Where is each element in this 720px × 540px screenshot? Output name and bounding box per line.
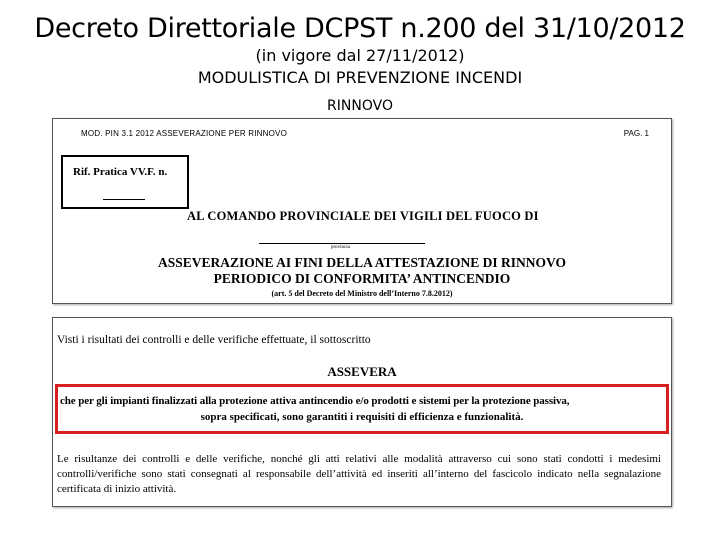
form-reference: (art. 5 del Decreto del Ministro dell’Interno 7.8.2012)	[271, 289, 453, 298]
module-code: MOD. PIN 3.1 2012 ASSEVERAZIONE PER RINNOVO	[81, 129, 287, 138]
form-header-scan	[52, 118, 672, 304]
risultanze-paragraph: Le risultanze dei controlli e delle verifiche, nonché gli atti relativi alle modalità attraverso cui sono stati condotti i medesimi controlli/verifiche sono stati consegnati al responsabile dell’attività ed inseriti all’interno del fascicolo indicato nella segnalazione certificata di inizio attività.	[57, 453, 661, 495]
slide-title: Decreto Direttoriale DCPST n.200 del 31/10/2012	[34, 13, 686, 44]
rif-pratica-label: Rif. Pratica VV.F. n.	[73, 166, 168, 178]
rif-pratica-blank	[103, 199, 145, 200]
slide-subtitle-rinnovo: RINNOVO	[327, 98, 393, 114]
slide-subtitle-in-vigore: (in vigore dal 27/11/2012)	[255, 46, 465, 65]
slide-subtitle-modulistica: MODULISTICA DI PREVENZIONE INCENDI	[197, 68, 523, 87]
rif-pratica-box	[61, 155, 189, 209]
provincia-blank	[259, 243, 425, 244]
form-heading-line1: ASSEVERAZIONE AI FINI DELLA ATTESTAZIONE DI RINNOVO	[157, 255, 567, 270]
highlight-line1: che per gli impianti finalizzati alla protezione attiva antincendio e/o prodotti e sistemi per la protezione passiva,	[60, 395, 570, 407]
highlight-box	[55, 384, 669, 434]
form-heading-line2: PERIODICO DI CONFORMITA’ ANTINCENDIO	[213, 271, 511, 286]
highlight-line2: sopra specificati, sono garantiti i requisiti di efficienza e funzionalità.	[200, 411, 524, 423]
visti-text: Visti i risultati dei controlli e delle verifiche effettuate, il sottoscritto	[57, 334, 371, 346]
provincia-label: provincia	[331, 245, 350, 250]
comando-address: AL COMANDO PROVINCIALE DEI VIGILI DEL FUOCO DI	[187, 209, 539, 223]
assevera-heading: ASSEVERA	[327, 364, 397, 379]
page-number: PAG. 1	[623, 129, 649, 138]
form-body-scan	[52, 317, 672, 507]
